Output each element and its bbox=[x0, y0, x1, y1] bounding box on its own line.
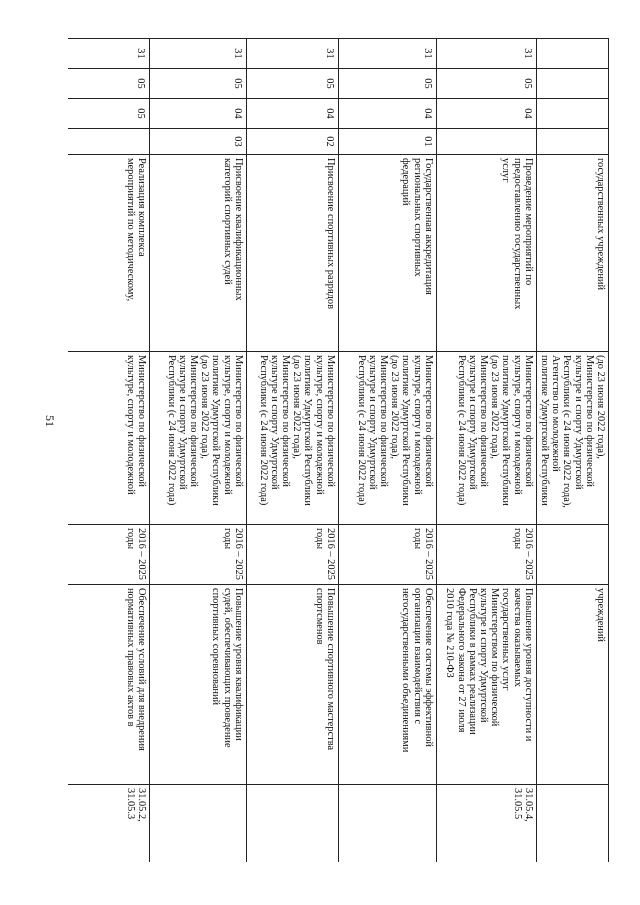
period-cell bbox=[149, 525, 246, 585]
text-line: услуг bbox=[500, 158, 512, 183]
table-row bbox=[536, 39, 608, 863]
executor-cell bbox=[436, 352, 536, 525]
text-line: 2016 – 2025 bbox=[422, 528, 434, 580]
code-subactivity-cell: 03 bbox=[149, 129, 246, 155]
text-line: Обеспечение условий для внедрения bbox=[135, 588, 147, 751]
text-line: Реализация комплекса bbox=[135, 158, 147, 257]
text-line: Республики (с 24 июня 2022 года) bbox=[455, 355, 467, 506]
text-line: негосударственными объединениями bbox=[400, 588, 412, 753]
text-line: политике Удмуртской Республики bbox=[400, 355, 412, 506]
activity-name-cell bbox=[436, 155, 536, 352]
table-row bbox=[246, 39, 338, 863]
text-line: Министерство по физической bbox=[279, 355, 291, 487]
code-program-cell: 31 bbox=[149, 39, 246, 69]
text-line: (до 23 июня 2022 года), bbox=[595, 355, 606, 460]
text-line: Республики (с 24 июня 2022 года) bbox=[257, 355, 269, 506]
indicators-cell bbox=[338, 785, 436, 863]
text-line: Федерального закона от 27 июля bbox=[455, 588, 467, 733]
text-line: Республики (с 24 июня 2022 года) bbox=[355, 355, 367, 506]
result-cell bbox=[436, 585, 536, 785]
code-activity-cell: 04 bbox=[149, 99, 246, 129]
code-subactivity-cell: 01 bbox=[338, 129, 436, 155]
code-program-cell: 31 bbox=[246, 39, 338, 69]
text-line: культуре, спорту и молодежной bbox=[124, 355, 136, 495]
result-cell bbox=[149, 585, 246, 785]
text-line: Министерство по физической bbox=[377, 355, 389, 487]
code-program-cell bbox=[536, 39, 608, 69]
text-line: качества оказываемых bbox=[511, 588, 523, 687]
text-line: 2010 года № 210-ФЗ bbox=[444, 588, 456, 678]
text-line: политике Удмуртской Республики bbox=[500, 355, 512, 506]
text-line: годы bbox=[511, 528, 523, 550]
text-line: Министерство по физической bbox=[135, 355, 147, 487]
executor-cell bbox=[149, 352, 246, 525]
activity-name-cell bbox=[536, 155, 608, 352]
code-subprogram-cell: 05 bbox=[246, 69, 338, 99]
text-line: спортивных соревнований bbox=[210, 588, 222, 706]
text-line: политике Удмуртской Республики bbox=[538, 355, 550, 506]
text-line: Министерство по физической bbox=[583, 355, 595, 487]
text-line: Министерство по физической bbox=[232, 355, 244, 487]
activity-name-cell bbox=[246, 155, 338, 352]
text-line: культуре, спорту и молодежной bbox=[411, 355, 423, 495]
text-line: культуре, спорту и молодежной bbox=[313, 355, 325, 495]
text-line: Министерство по физической bbox=[187, 355, 199, 487]
text-line: Присвоение квалификационных bbox=[232, 158, 244, 301]
text-line: 2016 – 2025 bbox=[324, 528, 336, 580]
program-activities-table bbox=[68, 38, 609, 862]
code-subprogram-cell: 05 bbox=[68, 69, 149, 99]
text-line: Министерство по физической bbox=[324, 355, 336, 487]
rotated-table-container bbox=[68, 38, 609, 862]
code-activity-cell bbox=[536, 99, 608, 129]
table-row bbox=[149, 39, 246, 863]
text-line: спортсменов bbox=[313, 588, 325, 645]
text-line: культуре, спорту и молодежной bbox=[221, 355, 233, 495]
text-line: государственных учреждений bbox=[595, 158, 606, 291]
executor-cell bbox=[338, 352, 436, 525]
code-program-cell: 31 bbox=[338, 39, 436, 69]
result-cell bbox=[246, 585, 338, 785]
indicators-cell bbox=[68, 785, 149, 863]
text-line: Проведение мероприятий по bbox=[522, 158, 534, 286]
table-row bbox=[338, 39, 436, 863]
text-line: политике Удмуртской Республики bbox=[302, 355, 314, 506]
text-line: государственных услуг bbox=[500, 588, 512, 691]
text-line: культуре и спорту Удмуртской bbox=[466, 355, 478, 490]
executor-cell bbox=[536, 352, 608, 525]
text-line: Присвоение спортивных разрядов bbox=[324, 158, 336, 310]
text-line: (до 23 июня 2022 года), bbox=[389, 355, 401, 460]
indicators-cell bbox=[536, 785, 608, 863]
text-line: Государственная аккредитация bbox=[422, 158, 434, 295]
text-line: Агентство по молодежной bbox=[550, 355, 562, 472]
indicators-cell bbox=[149, 785, 246, 863]
text-line: годы bbox=[221, 528, 233, 550]
code-subactivity-cell bbox=[536, 129, 608, 155]
text-line: Республики в рамках реализации bbox=[466, 588, 478, 735]
text-line: нормативных правовых актов в bbox=[124, 588, 136, 727]
code-subprogram-cell: 05 bbox=[338, 69, 436, 99]
text-line: (до 23 июня 2022 года), bbox=[199, 355, 211, 460]
text-line: судей, обеспечивающих проведение bbox=[221, 588, 233, 748]
text-line: культуре и спорту Удмуртской bbox=[366, 355, 378, 490]
text-line: Министерством по физической bbox=[489, 588, 501, 727]
text-line: Министерство по физической bbox=[422, 355, 434, 487]
indicators-cell bbox=[246, 785, 338, 863]
document-table-area bbox=[68, 38, 609, 862]
text-line: 2016 – 2025 bbox=[522, 528, 534, 580]
code-program-cell: 31 bbox=[436, 39, 536, 69]
text-line: (до 23 июня 2022 года), bbox=[489, 355, 501, 460]
period-cell bbox=[338, 525, 436, 585]
table-row bbox=[68, 39, 149, 863]
text-line: Республики (с 24 июня 2022 года), bbox=[561, 355, 573, 508]
text-line: политике Удмуртской Республики bbox=[210, 355, 222, 506]
result-cell bbox=[338, 585, 436, 785]
period-cell bbox=[68, 525, 149, 585]
code-activity-cell: 04 bbox=[246, 99, 338, 129]
code-subactivity-cell: 02 bbox=[246, 129, 338, 155]
text-line: 2016 – 2025 bbox=[135, 528, 147, 580]
text-line: культуре и спорту Удмуртской bbox=[176, 355, 188, 490]
code-activity-cell: 04 bbox=[436, 99, 536, 129]
text-line: 2016 – 2025 bbox=[232, 528, 244, 580]
result-cell bbox=[68, 585, 149, 785]
code-activity-cell: 04 bbox=[338, 99, 436, 129]
text-line: 31.05.5 bbox=[511, 788, 523, 820]
text-line: 31.05.2, bbox=[135, 788, 147, 822]
activity-name-cell bbox=[68, 155, 149, 352]
text-line: Повышение уровня доступности и bbox=[522, 588, 534, 742]
code-subprogram-cell: 05 bbox=[436, 69, 536, 99]
code-subprogram-cell: 05 bbox=[149, 69, 246, 99]
page-number: 51 bbox=[43, 415, 57, 427]
text-line: Министерство по физической bbox=[477, 355, 489, 487]
text-line: предоставлению государственных bbox=[511, 158, 523, 310]
period-cell bbox=[246, 525, 338, 585]
text-line: годы bbox=[124, 528, 136, 550]
text-line: 31.05.4, bbox=[522, 788, 534, 822]
activity-name-cell bbox=[338, 155, 436, 352]
text-line: культуре и спорту Удмуртской bbox=[477, 588, 489, 723]
text-line: годы bbox=[313, 528, 325, 550]
text-line: культуре и спорту Удмуртской bbox=[572, 355, 584, 490]
text-line: учреждений bbox=[595, 588, 606, 642]
text-line: годы bbox=[411, 528, 423, 550]
text-line: Республики (с 24 июня 2022 года) bbox=[165, 355, 177, 506]
text-line: Обеспечение системы эффективной bbox=[422, 588, 434, 747]
indicators-cell bbox=[436, 785, 536, 863]
period-cell bbox=[436, 525, 536, 585]
text-line: Министерство по физической bbox=[522, 355, 534, 487]
code-subprogram-cell bbox=[536, 69, 608, 99]
text-line: культуре, спорту и молодежной bbox=[511, 355, 523, 495]
text-line: организации взаимодействия с bbox=[411, 588, 423, 725]
activity-name-cell bbox=[149, 155, 246, 352]
text-line: Повышение спортивного мастерства bbox=[324, 588, 336, 751]
executor-cell bbox=[68, 352, 149, 525]
text-line: Повышение уровня квалификации bbox=[232, 588, 244, 741]
result-cell bbox=[536, 585, 608, 785]
text-line: федераций bbox=[400, 158, 412, 206]
code-subactivity-cell bbox=[436, 129, 536, 155]
text-line: культуре и спорту Удмуртской bbox=[268, 355, 280, 490]
code-program-cell: 31 bbox=[68, 39, 149, 69]
period-cell bbox=[536, 525, 608, 585]
text-line: мероприятий по методическому, bbox=[124, 158, 136, 302]
text-line: (до 23 июня 2022 года), bbox=[291, 355, 303, 460]
text-line: 31.05.3 bbox=[124, 788, 136, 820]
code-subactivity-cell bbox=[68, 129, 149, 155]
text-line: региональных спортивных bbox=[411, 158, 423, 277]
executor-cell bbox=[246, 352, 338, 525]
code-activity-cell: 05 bbox=[68, 99, 149, 129]
table-row bbox=[436, 39, 536, 863]
text-line: категорий спортивных судей bbox=[221, 158, 233, 285]
